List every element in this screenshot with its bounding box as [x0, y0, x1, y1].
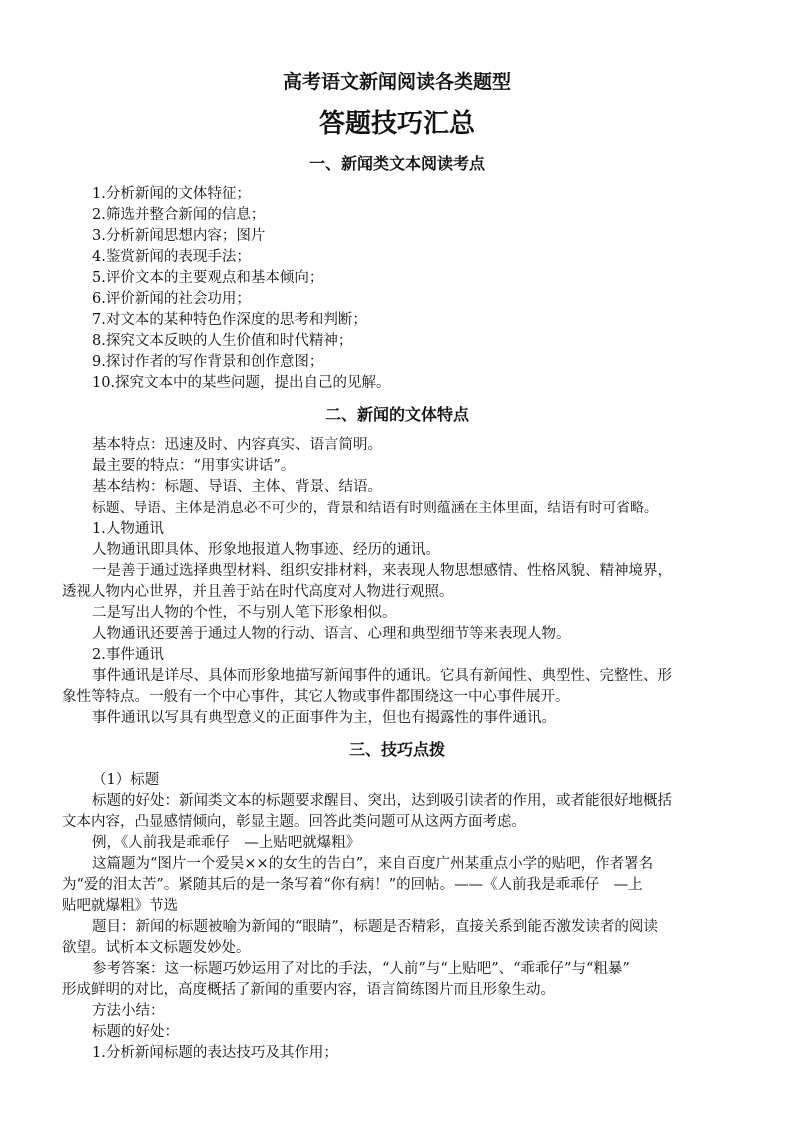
list-item: 5.评价文本的主要观点和基本倾向； [92, 270, 324, 286]
paragraph-line: 参考答案：这一标题巧妙运用了对比的手法，“人前”与“上贴吧”、“乖乖仔”与“粗暴” [92, 961, 630, 977]
list-item: 2.筛选并整合新闻的信息； [92, 207, 266, 223]
paragraph-line: 基本特点：迅速及时、内容真实、语言简明。 [92, 437, 382, 453]
list-item: 6.评价新闻的社会功用； [92, 291, 251, 307]
paragraph-line: 为“爱的泪太苦”。紧随其后的是一条写着“你有病！”的回帖。——《人前我是乖乖仔 —上 [62, 877, 643, 893]
paragraph-line: 题目：新闻的标题被喻为新闻的“眼睛”，标题是否精彩，直接关系到能否激发读者的阅读 [92, 919, 658, 935]
paragraph-line: 这篇题为“图片一个爱吴××的女生的告白”，来自百度广州某重点小学的贴吧，作者署名 [92, 856, 654, 872]
list-item: 3.分析新闻思想内容；图片 [92, 228, 266, 244]
list-item: 8.探究文本反映的人生价值和时代精神； [92, 333, 353, 349]
list-item: 9.探讨作者的写作背景和创作意图； [92, 354, 324, 370]
subheading: （1）标题 [92, 772, 160, 788]
section-heading-1: 一、新闻类文本阅读考点 [308, 154, 485, 173]
list-item: 1.分析新闻的文体特征； [92, 186, 251, 202]
list-item: 7.对文本的某种特色作深度的思考和判断； [92, 312, 367, 328]
paragraph-line: 欲望。试析本文标题发妙处。 [62, 940, 251, 956]
list-item: 4.鉴赏新闻的表现手法； [92, 249, 251, 265]
paragraph-line: 标题的好处： [92, 1024, 179, 1040]
paragraph-line: 事件通讯是详尽、具体而形象地描写新闻事件的通讯。它具有新闻性、典型性、完整性、形 [92, 668, 672, 684]
paragraph-line: 基本结构：标题、导语、主体、背景、结语。 [92, 479, 382, 495]
paragraph-line: 人物通讯即具体、形象地报道人物事迹、经历的通讯。 [92, 542, 440, 558]
subheading: 2.事件通讯 [92, 647, 164, 663]
paragraph-line: 一是善于通过选择典型材料、组织安排材料，来表现人物思想感情、性格风貌、精神境界， [92, 563, 672, 579]
paragraph-line: 文本内容，凸显感情倾向，彰显主题。回答此类问题可从这两方面考虑。 [62, 814, 526, 830]
paragraph-line: 二是写出人物的个性，不与别人笔下形象相似。 [92, 605, 397, 621]
paragraph-line: 例，《人前我是乖乖仔 —上贴吧就爆粗》 [92, 835, 361, 851]
paragraph-line: 象性等特点。一般有一个中心事件，其它人物或事件都围绕这一中心事件展开。 [62, 689, 570, 705]
paragraph-line: 标题的好处：新闻类文本的标题要求醒目、突出，达到吸引读者的作用，或者能很好地概括 [92, 793, 672, 809]
section-heading-3: 三、技巧点拨 [348, 740, 445, 759]
paragraph-line: 最主要的特点：“用事实讲话”。 [92, 458, 296, 474]
paragraph-line: 形成鲜明的对比，高度概括了新闻的重要内容，语言简练图片而且形象生动。 [62, 982, 555, 998]
list-item: 1.分析新闻标题的表达技巧及其作用； [92, 1045, 338, 1061]
subheading: 1.人物通讯 [92, 521, 164, 537]
document-title: 高考语文新闻阅读各类题型 [282, 71, 511, 93]
document-subtitle: 答题技巧汇总 [318, 109, 475, 139]
paragraph-line: 标题、导语、主体是消息必不可少的，背景和结语有时则蕴涵在主体里面，结语有时可省略。 [92, 500, 658, 516]
paragraph-line: 透视人物内心世界，并且善于站在时代高度对人物进行观照。 [62, 584, 454, 600]
paragraph-line: 人物通讯还要善于通过人物的行动、语言、心理和典型细节等来表现人物。 [92, 626, 571, 642]
paragraph-line: 贴吧就爆粗》节选 [62, 898, 178, 914]
list-item: 10.探究文本中的某些问题，提出自己的见解。 [92, 375, 391, 391]
paragraph-line: 方法小结： [92, 1003, 165, 1019]
section-heading-2: 二、新闻的文体特点 [324, 405, 469, 424]
paragraph-line: 事件通讯以写具有典型意义的正面事件为主，但也有揭露性的事件通讯。 [92, 710, 556, 726]
